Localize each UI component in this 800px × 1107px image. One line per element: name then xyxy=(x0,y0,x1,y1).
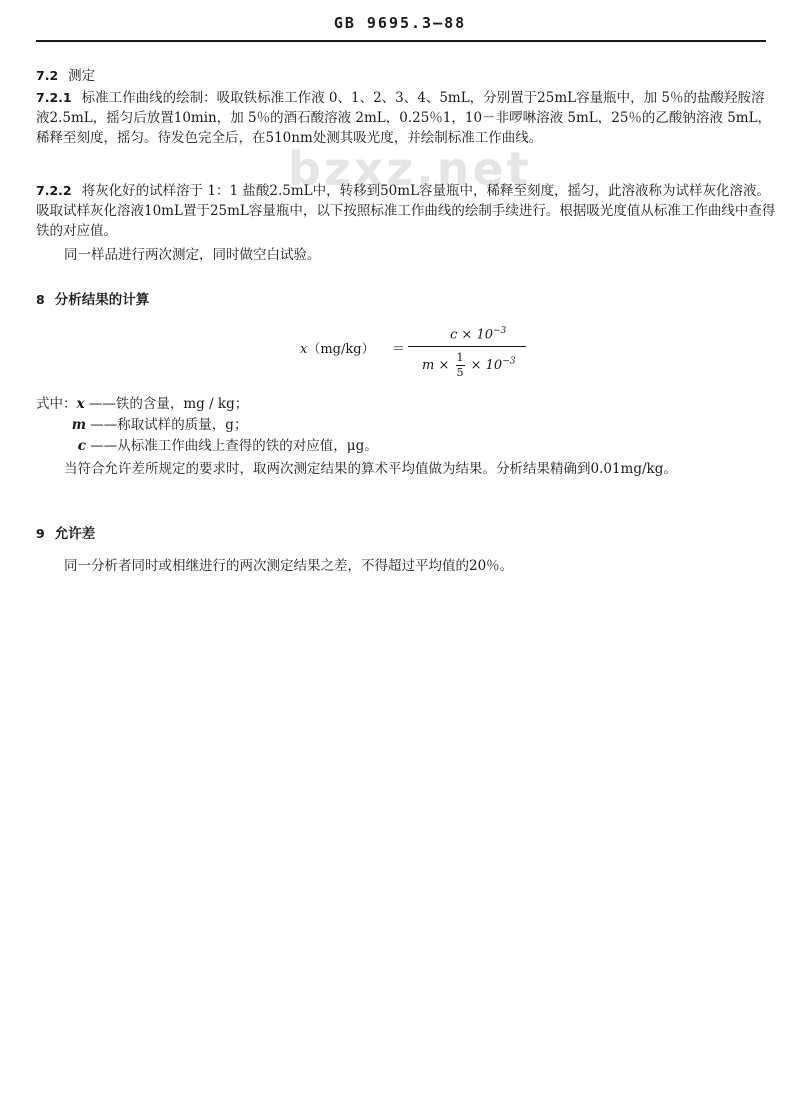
formula-equals: ＝ xyxy=(392,342,406,357)
formula-denominator-m: m × xyxy=(422,358,450,373)
formula-lhs-unit: （mg/kg） xyxy=(307,342,375,357)
formula-lhs-variable: x xyxy=(300,342,308,357)
formula-one-fifth-denominator: 5 xyxy=(456,366,464,379)
variable-row-x xyxy=(36,394,378,415)
formula-lhs xyxy=(300,338,375,357)
section-7-2-1 xyxy=(36,88,776,148)
formula-one-fifth-numerator: 1 xyxy=(456,351,464,364)
duplicate-test-note: 同一样品进行两次测定，同时做空白试验。 xyxy=(64,247,321,263)
variable-row-c xyxy=(36,436,378,457)
section-7-2-1-text: 标准工作曲线的绘制：吸取铁标准工作液 0、1、2、3、4、5mL，分别置于25mL容量瓶中，加 5％的盐酸羟胺溶液2.5mL，摇匀后放置10min，加 5％的酒石酸溶液 2mL，0.25％1，10－非啰啉溶液 5mL，25％的乙酸钠溶液 5mL，稀释至刻度，摇匀。待发色完全后，在510nm处测其吸光度，并绘制标准工作曲线。 xyxy=(36,90,772,146)
section-9 xyxy=(36,524,776,544)
section-8 xyxy=(36,290,776,310)
result-note-text: 当符合允许差所规定的要求时，取两次测定结果的算术平均值做为结果。分析结果精确到0.01mg/kg。 xyxy=(64,461,677,477)
variable-symbol-c: c xyxy=(77,438,86,454)
formula-denominator-exponent: −3 xyxy=(502,356,516,367)
section-7-2 xyxy=(36,66,776,86)
variable-symbol-x: x xyxy=(76,396,85,412)
variable-symbol-m: m xyxy=(71,417,86,433)
section-9-body xyxy=(36,556,776,576)
result-note xyxy=(36,459,776,479)
watermark: bzxz.net xyxy=(288,142,532,196)
section-9-text: 同一分析者同时或相继进行的两次测定结果之差，不得超过平均值的20％。 xyxy=(64,558,514,574)
where-lead: 式中： xyxy=(36,396,77,412)
section-9-title: 允许差 xyxy=(54,526,96,542)
formula-denominator xyxy=(422,352,516,379)
section-7-2-number: 7.2 xyxy=(36,68,59,83)
section-7-2-title: 测定 xyxy=(68,68,96,84)
formula-numerator-exponent: −3 xyxy=(492,326,507,336)
variable-desc-m: ——称取试样的质量，g； xyxy=(90,417,248,433)
variable-desc-c: ——从标准工作曲线上查得的铁的对应值，μg。 xyxy=(90,438,378,454)
variable-row-m xyxy=(36,415,378,436)
section-7-2-2-text: 将灰化好的试样溶于 1：1 盐酸2.5mL中，转移到50mL容量瓶中，稀释至刻度，摇匀，此溶液称为试样灰化溶液。吸取试样灰化溶液10mL置于25mL容量瓶中，以下按照标准工作曲线的绘制手续进行。根据吸光度值从标准工作曲线中查得铁的对应值。 xyxy=(36,183,776,239)
header-rule xyxy=(36,40,766,42)
section-7-2-2 xyxy=(36,181,776,265)
section-7-2-1-number: 7.2.1 xyxy=(36,90,72,105)
formula-numerator-base: c × 10 xyxy=(450,327,493,343)
section-8-number: 8 xyxy=(36,292,45,307)
formula-numerator xyxy=(450,326,506,342)
calculation-formula xyxy=(300,326,540,386)
formula-one-fifth xyxy=(456,352,465,379)
formula-fraction-bar xyxy=(408,346,526,347)
section-7-2-2-number: 7.2.2 xyxy=(36,183,72,198)
variable-definitions xyxy=(36,394,378,457)
variable-desc-x: ——铁的含量，mg / kg； xyxy=(88,396,249,412)
section-8-title: 分析结果的计算 xyxy=(54,292,150,308)
formula-denominator-rest: × 10 xyxy=(470,358,503,373)
standard-code-header: GB 9695.3—88 xyxy=(333,14,467,32)
section-9-number: 9 xyxy=(36,526,45,541)
